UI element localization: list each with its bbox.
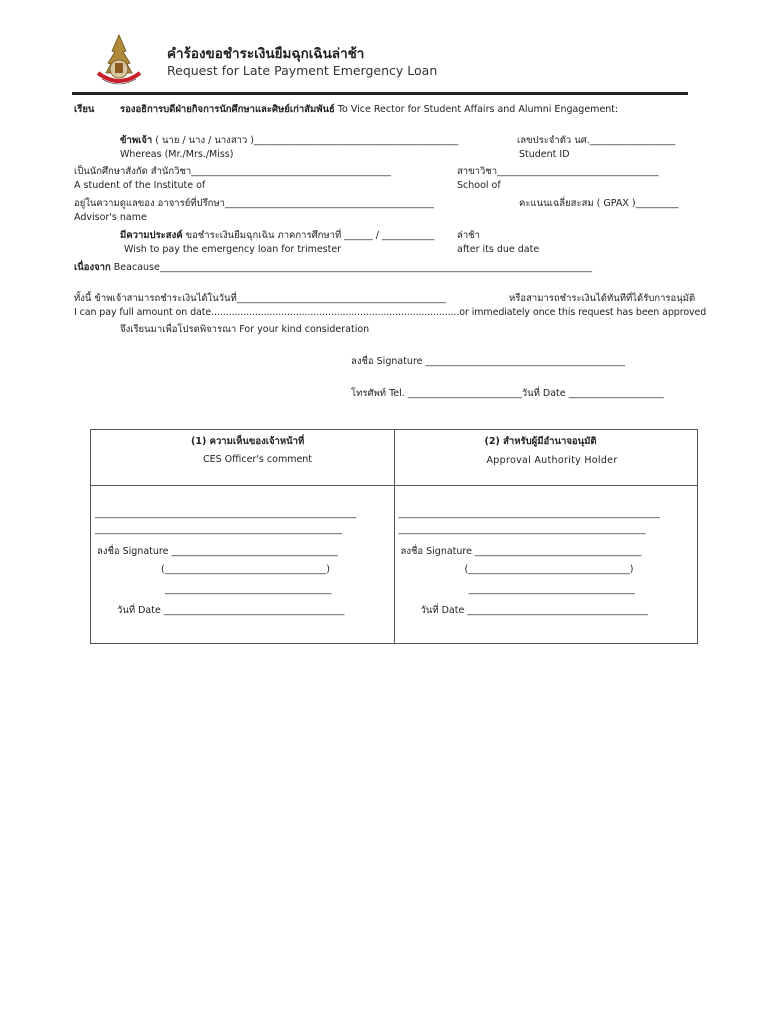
form-title-english: Request for Late Payment Emergency Loan bbox=[167, 63, 438, 78]
trimester-field[interactable]: ______ / ___________ bbox=[344, 230, 435, 241]
name-label-english: Whereas (Mr./Mrs./Miss) bbox=[120, 149, 234, 160]
late-label-english: after its due date bbox=[457, 244, 540, 255]
school-label-thai: สาขาวิชา bbox=[457, 166, 498, 177]
payment-date-field[interactable]: ____________________________________________ bbox=[236, 293, 446, 304]
officer-name-field[interactable]: (__________________________________) bbox=[161, 564, 330, 575]
tel-row bbox=[351, 386, 664, 401]
approval-signature-field[interactable]: ___________________________________ bbox=[475, 546, 642, 557]
gpax-row bbox=[519, 196, 678, 211]
approval-name-field[interactable]: (__________________________________) bbox=[464, 564, 634, 575]
name-row bbox=[120, 133, 458, 148]
payment-date-row bbox=[74, 291, 446, 306]
addressee-english: To Vice Rector for Student Affairs and Alumni Engagement: bbox=[337, 104, 619, 115]
addressee bbox=[120, 102, 618, 117]
purpose-label: มีความประสงค์ bbox=[120, 230, 183, 241]
officer-position-field[interactable]: ___________________________________ bbox=[165, 584, 332, 595]
officer-signature-row bbox=[97, 544, 338, 559]
institute-label-english: A student of the Institute of bbox=[74, 180, 206, 191]
header-divider bbox=[72, 92, 688, 95]
officer-comment-header-cell bbox=[91, 430, 395, 486]
tel-label-thai: โทรศัพท์ bbox=[351, 388, 387, 399]
officer-comment-cell bbox=[91, 486, 395, 644]
advisor-row bbox=[74, 196, 434, 211]
officer-signature-label: ลงชื่อ Signature bbox=[97, 546, 169, 557]
student-id-row bbox=[517, 133, 675, 148]
gpax-field[interactable]: _________ bbox=[635, 198, 679, 209]
approval-authority-heading-thai: (2) สำหรับผู้มีอำนาจอนุมัติ bbox=[484, 436, 597, 447]
institute-label-thai: เป็นนักศึกษาสังกัด สำนักวิชา bbox=[74, 166, 192, 177]
approval-date-label: วันที่ Date bbox=[420, 605, 465, 616]
officer-comment-heading-english: CES Officer's comment bbox=[203, 454, 313, 465]
approval-position-field[interactable]: ___________________________________ bbox=[468, 584, 635, 595]
tel-field[interactable]: ________________________ bbox=[407, 388, 522, 399]
reason-label-thai: เนื่องจาก bbox=[74, 262, 111, 273]
date-label-english: Date bbox=[542, 388, 566, 399]
approval-comment-line-2[interactable]: ____________________________________________________ bbox=[398, 524, 646, 535]
consideration-english: For your kind consideration bbox=[239, 324, 370, 335]
name-field[interactable]: ___________________________________________ bbox=[254, 135, 459, 146]
date-label-thai: วันที่ bbox=[521, 388, 540, 399]
tel-label-english: Tel. bbox=[389, 388, 405, 399]
advisor-label-english: Advisor's name bbox=[74, 212, 147, 223]
university-logo bbox=[92, 33, 146, 89]
signature-label-english: Signature bbox=[376, 356, 423, 367]
signature-label-thai: ลงชื่อ bbox=[351, 356, 374, 367]
date-field[interactable]: ____________________ bbox=[568, 388, 664, 399]
reason-row bbox=[74, 260, 592, 275]
school-field[interactable]: __________________________________ bbox=[497, 166, 659, 177]
approval-authority-cell bbox=[394, 486, 698, 644]
applicant-signature-row bbox=[351, 354, 625, 369]
student-id-field[interactable]: __________________ bbox=[589, 135, 676, 146]
payment-immediate-thai: หรือสามารถชำระเงินได้ทันทีที่ได้รับการอนุมัติ bbox=[509, 293, 696, 304]
school-label-english: School of bbox=[457, 180, 501, 191]
officer-comment-line-1[interactable]: _______________________________________________________ bbox=[95, 508, 357, 519]
to-label: เรียน bbox=[74, 104, 95, 115]
officer-comment-line-2[interactable]: ____________________________________________________ bbox=[95, 524, 342, 535]
purpose-text-english: Wish to pay the emergency loan for trimester bbox=[124, 244, 342, 255]
approval-signature-label: ลงชื่อ Signature bbox=[400, 546, 472, 557]
reason-field[interactable]: ___________________________________________________________________________________________ bbox=[159, 262, 593, 273]
school-row bbox=[457, 164, 659, 179]
name-title-options: ( นาย / นาง / นางสาว ) bbox=[155, 135, 255, 146]
approval-authority-heading-english: Approval Authority Holder bbox=[486, 455, 618, 466]
addressee-thai: รองอธิการบดีฝ่ายกิจการนักศึกษาและศิษย์เก่าสัมพันธ์ bbox=[120, 104, 335, 115]
officer-signature-field[interactable]: ___________________________________ bbox=[171, 546, 338, 557]
form-title-thai: คำร้องขอชำระเงินยืมฉุกเฉินล่าช้า bbox=[167, 46, 365, 62]
institute-row bbox=[74, 164, 391, 179]
student-id-label-thai: เลขประจำตัว นศ. bbox=[517, 135, 590, 146]
officer-date-label: วันที่ Date bbox=[117, 605, 161, 616]
late-label-thai: ล่าช้า bbox=[457, 230, 480, 241]
payment-text-english: I can pay full amount on date.....................................................................................or immediately once this request has been approved bbox=[74, 307, 707, 318]
gpax-label: คะแนนเฉลี่ยสะสม ( GPAX ) bbox=[519, 198, 636, 209]
approval-authority-header-cell bbox=[394, 430, 698, 486]
institute-field[interactable]: __________________________________________ bbox=[191, 166, 391, 177]
purpose-text-thai: ขอชำระเงินยืมฉุกเฉิน ภาคการศึกษาที่ bbox=[185, 230, 342, 241]
approval-comment-line-1[interactable]: _______________________________________________________ bbox=[398, 508, 660, 519]
advisor-label-thai: อยู่ในความดูแลของ อาจารย์ที่ปรึกษา bbox=[74, 198, 226, 209]
approval-signature-row bbox=[401, 544, 642, 559]
consideration-thai: จึงเรียนมาเพื่อโปรดพิจารณา bbox=[120, 324, 237, 335]
approval-table bbox=[90, 429, 698, 644]
officer-comment-heading-thai: (1) ความเห็นของเจ้าหน้าที่ bbox=[191, 436, 305, 447]
payment-date-label-thai: ทั้งนี้ ข้าพเจ้าสามารถชำระเงินได้ในวันที่ bbox=[74, 293, 237, 304]
approval-date-row bbox=[421, 603, 648, 618]
student-id-label-english: Student ID bbox=[519, 149, 570, 160]
signature-field[interactable]: __________________________________________ bbox=[425, 356, 626, 367]
purpose-row bbox=[120, 228, 434, 243]
officer-date-field[interactable]: ______________________________________ bbox=[163, 605, 345, 616]
name-label-thai: ข้าพเจ้า bbox=[120, 135, 153, 146]
reason-label-english: Beacause bbox=[113, 262, 160, 273]
advisor-field[interactable]: ____________________________________________ bbox=[225, 198, 435, 209]
approval-date-field[interactable]: ______________________________________ bbox=[467, 605, 648, 616]
officer-date-row bbox=[117, 603, 344, 618]
consideration-row bbox=[120, 322, 369, 337]
